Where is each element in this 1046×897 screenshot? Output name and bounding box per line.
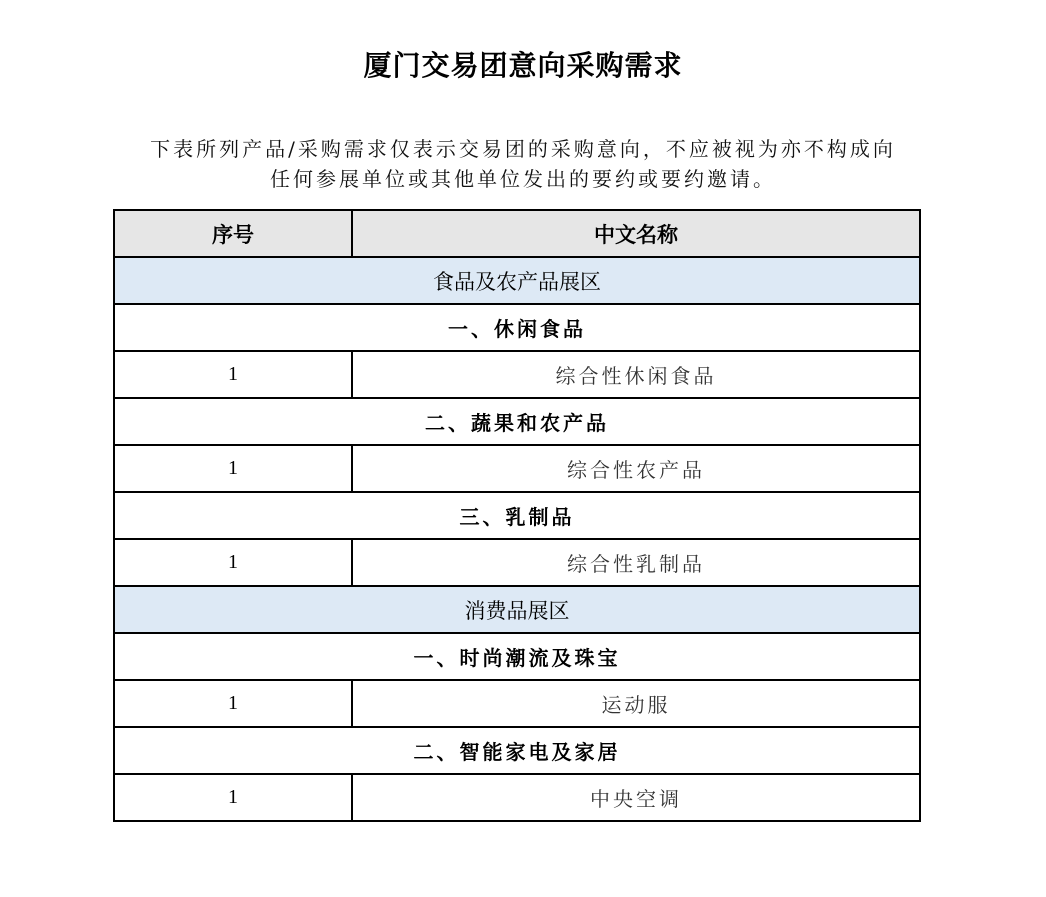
zone-name: 消费品展区 <box>114 586 920 633</box>
category-row <box>114 492 920 539</box>
item-number: 1 <box>114 774 352 821</box>
item-number: 1 <box>114 539 352 586</box>
document-title: 厦门交易团意向采购需求 <box>363 49 683 82</box>
category-row <box>114 633 920 680</box>
item-name: 运动服 <box>352 680 920 727</box>
item-number: 1 <box>114 445 352 492</box>
header-serial-number: 序号 <box>114 210 352 257</box>
item-name: 综合性乳制品 <box>352 539 920 586</box>
table-row <box>114 539 920 586</box>
table-row <box>114 445 920 492</box>
category-row <box>114 304 920 351</box>
header-chinese-name: 中文名称 <box>352 210 920 257</box>
category-row <box>114 727 920 774</box>
intro-line-2: 任何参展单位或其他单位发出的要约或要约邀请。 <box>270 167 776 191</box>
table-row <box>114 774 920 821</box>
intro-paragraph <box>110 134 936 194</box>
item-number: 1 <box>114 680 352 727</box>
category-name: 一、时尚潮流及珠宝 <box>114 633 920 680</box>
intro-line-1: 下表所列产品/采购需求仅表示交易团的采购意向，不应被视为亦不构成向 <box>150 137 896 161</box>
item-number: 1 <box>114 351 352 398</box>
category-row <box>114 398 920 445</box>
table-header-row <box>114 210 920 257</box>
table-row <box>114 680 920 727</box>
category-name: 二、智能家电及家居 <box>114 727 920 774</box>
item-name: 综合性农产品 <box>352 445 920 492</box>
item-name: 中央空调 <box>352 774 920 821</box>
zone-row-consumer-goods <box>114 586 920 633</box>
procurement-table <box>113 209 921 822</box>
procurement-table-container <box>113 209 919 822</box>
table-row <box>114 351 920 398</box>
category-name: 三、乳制品 <box>114 492 920 539</box>
zone-name: 食品及农产品展区 <box>114 257 920 304</box>
zone-row-food <box>114 257 920 304</box>
item-name: 综合性休闲食品 <box>352 351 920 398</box>
category-name: 一、休闲食品 <box>114 304 920 351</box>
category-name: 二、蔬果和农产品 <box>114 398 920 445</box>
